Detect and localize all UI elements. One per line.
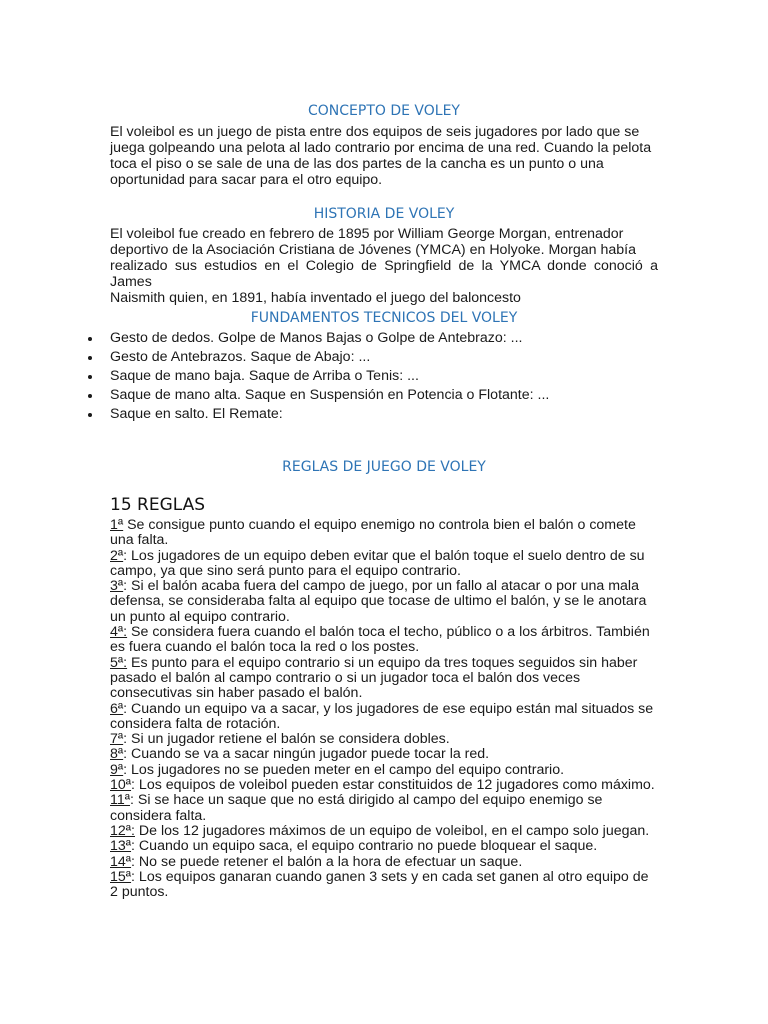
rule-text: : Cuando un equipo saca, el equipo contrario no puede bloquear el saque.	[131, 838, 598, 855]
historia-line: El voleibol fue creado en febrero de 1895 por William George Morgan, entrenador	[110, 226, 624, 242]
bullet-icon	[88, 413, 92, 417]
rule-item	[110, 656, 660, 702]
historia-line: realizado sus estudios en el Colegio de Springfield de la YMCA donde conoció a James	[110, 258, 658, 290]
concepto-line: toca el piso o se sale de una de las dos partes de la cancha es un punto o una	[110, 156, 604, 172]
bullet-icon	[88, 375, 92, 379]
rule-text: : Los equipos ganaran cuando ganen 3 sets y en cada set ganen al otro equipo de 2 puntos.	[110, 868, 649, 901]
rule-number: 8ª	[110, 746, 124, 763]
fundamentos-list	[88, 329, 549, 424]
reglas-heading: REGLAS DE JUEGO DE VOLEY	[282, 459, 486, 475]
rule-item	[110, 855, 660, 870]
rule-item	[110, 732, 660, 747]
rule-text: : Si el balón acaba fuera del campo de juego, por un fallo al atacar o por una mala defensa, se consideraba falta al equipo que tocase de ultimo el balón, y se le anotara un punto al equipo contrario.	[110, 578, 647, 625]
rule-text: : No se puede retener el balón a la hora de efectuar un saque.	[131, 853, 523, 870]
bullet-icon	[88, 337, 92, 341]
rule-number: 4ª:	[110, 624, 128, 641]
historia-line: Naismith quien, en 1891, había inventado el juego del baloncesto	[110, 290, 521, 306]
rule-text: : Si un jugador retiene el balón se considera dobles.	[123, 731, 450, 748]
concepto-paragraph	[110, 124, 658, 188]
historia-paragraph	[110, 226, 658, 306]
rule-number: 12ª:	[110, 822, 135, 839]
rule-text: Se consigue punto cuando el equipo enemigo no controla bien el balón o comete una falta.	[110, 517, 636, 549]
rule-text: : Los jugadores de un equipo deben evitar que el balón toque el suelo dentro de su campo, ya que sino será punto para el equipo contrario.	[110, 547, 645, 579]
list-item	[88, 405, 549, 424]
rule-item	[110, 793, 660, 824]
rule-number: 9ª	[110, 761, 124, 778]
rule-number: 6ª	[110, 700, 124, 717]
rule-number: 10ª	[110, 777, 132, 794]
rule-text: : Los equipos de voleibol pueden estar constituidos de 12 jugadores como máximo.	[131, 777, 655, 794]
historia-heading: HISTORIA DE VOLEY	[313, 206, 455, 222]
rule-item	[110, 763, 660, 778]
rule-item	[110, 870, 660, 901]
rule-item	[110, 824, 660, 839]
rule-item	[110, 625, 660, 656]
rule-item	[110, 549, 660, 580]
rule-number: 1ª	[110, 517, 124, 533]
list-item-text: Gesto de Antebrazos. Saque de Abajo: ...	[110, 349, 371, 365]
rule-number: 5ª:	[110, 654, 128, 671]
rule-number: 11ª	[110, 792, 130, 809]
rule-item	[110, 702, 660, 733]
rule-item	[110, 778, 660, 793]
rule-text: : Los jugadores no se pueden meter en el campo del equipo contrario.	[123, 761, 565, 778]
fundamentos-heading: FUNDAMENTOS TECNICOS DEL VOLEY	[250, 310, 518, 326]
concepto-line: El voleibol es un juego de pista entre dos equipos de seis jugadores por lado que se	[110, 124, 640, 140]
concepto-line: oportunidad para sacar para el otro equipo.	[110, 172, 383, 188]
list-item-text: Saque de mano baja. Saque de Arriba o Tenis: ...	[110, 368, 419, 384]
rule-number: 13ª	[110, 838, 132, 855]
historia-line: deportivo de la Asociación Cristiana de Jóvenes (YMCA) en Holyoke. Morgan había	[110, 242, 637, 258]
bullet-icon	[88, 356, 92, 360]
rule-number: 14ª	[110, 853, 132, 870]
concepto-line: juega golpeando una pelota al lado contrario por encima de una red. Cuando la pelota	[110, 140, 652, 156]
list-item	[88, 367, 549, 386]
rule-number: 7ª	[110, 731, 124, 748]
rule-item	[110, 579, 660, 625]
list-item-text: Saque en salto. El Remate:	[110, 406, 283, 422]
rule-text: Se considera fuera cuando el balón toca el techo, público o a los árbitros. También es fuera cuando el balón toca la red o los postes.	[110, 624, 650, 656]
rule-text: Es punto para el equipo contrario si un equipo da tres toques seguidos sin haber pasado el balón al campo contrario o si un jugador toca el balón dos veces consecutivas sin haber pasado el balón.	[110, 654, 638, 702]
rule-item	[110, 839, 660, 854]
rule-number: 2ª	[110, 547, 124, 564]
rule-item	[110, 518, 660, 549]
rule-item	[110, 747, 660, 762]
rule-text: De los 12 jugadores máximos de un equipo de voleibol, en el campo solo juegan.	[134, 822, 650, 839]
rule-text: : Si se hace un saque que no está dirigido al campo del equipo enemigo se considera falta.	[110, 792, 603, 824]
list-item-text: Gesto de dedos. Golpe de Manos Bajas o Golpe de Antebrazo: ...	[110, 330, 523, 346]
list-item	[88, 348, 549, 367]
bullet-icon	[88, 394, 92, 398]
rules-list	[110, 518, 660, 900]
list-item	[88, 386, 549, 405]
list-item	[88, 329, 549, 348]
rule-text: : Cuando se va a sacar ningún jugador puede tocar la red.	[123, 746, 490, 763]
rule-number: 15ª	[110, 868, 132, 885]
rule-number: 3ª	[110, 578, 124, 595]
concepto-heading: CONCEPTO DE VOLEY	[308, 103, 460, 119]
reglas-subtitle: 15 REGLAS	[110, 495, 206, 515]
list-item-text: Saque de mano alta. Saque en Suspensión en Potencia o Flotante: ...	[110, 387, 550, 403]
rule-text: : Cuando un equipo va a sacar, y los jugadores de ese equipo están mal situados se considera falta de rotación.	[110, 700, 654, 732]
